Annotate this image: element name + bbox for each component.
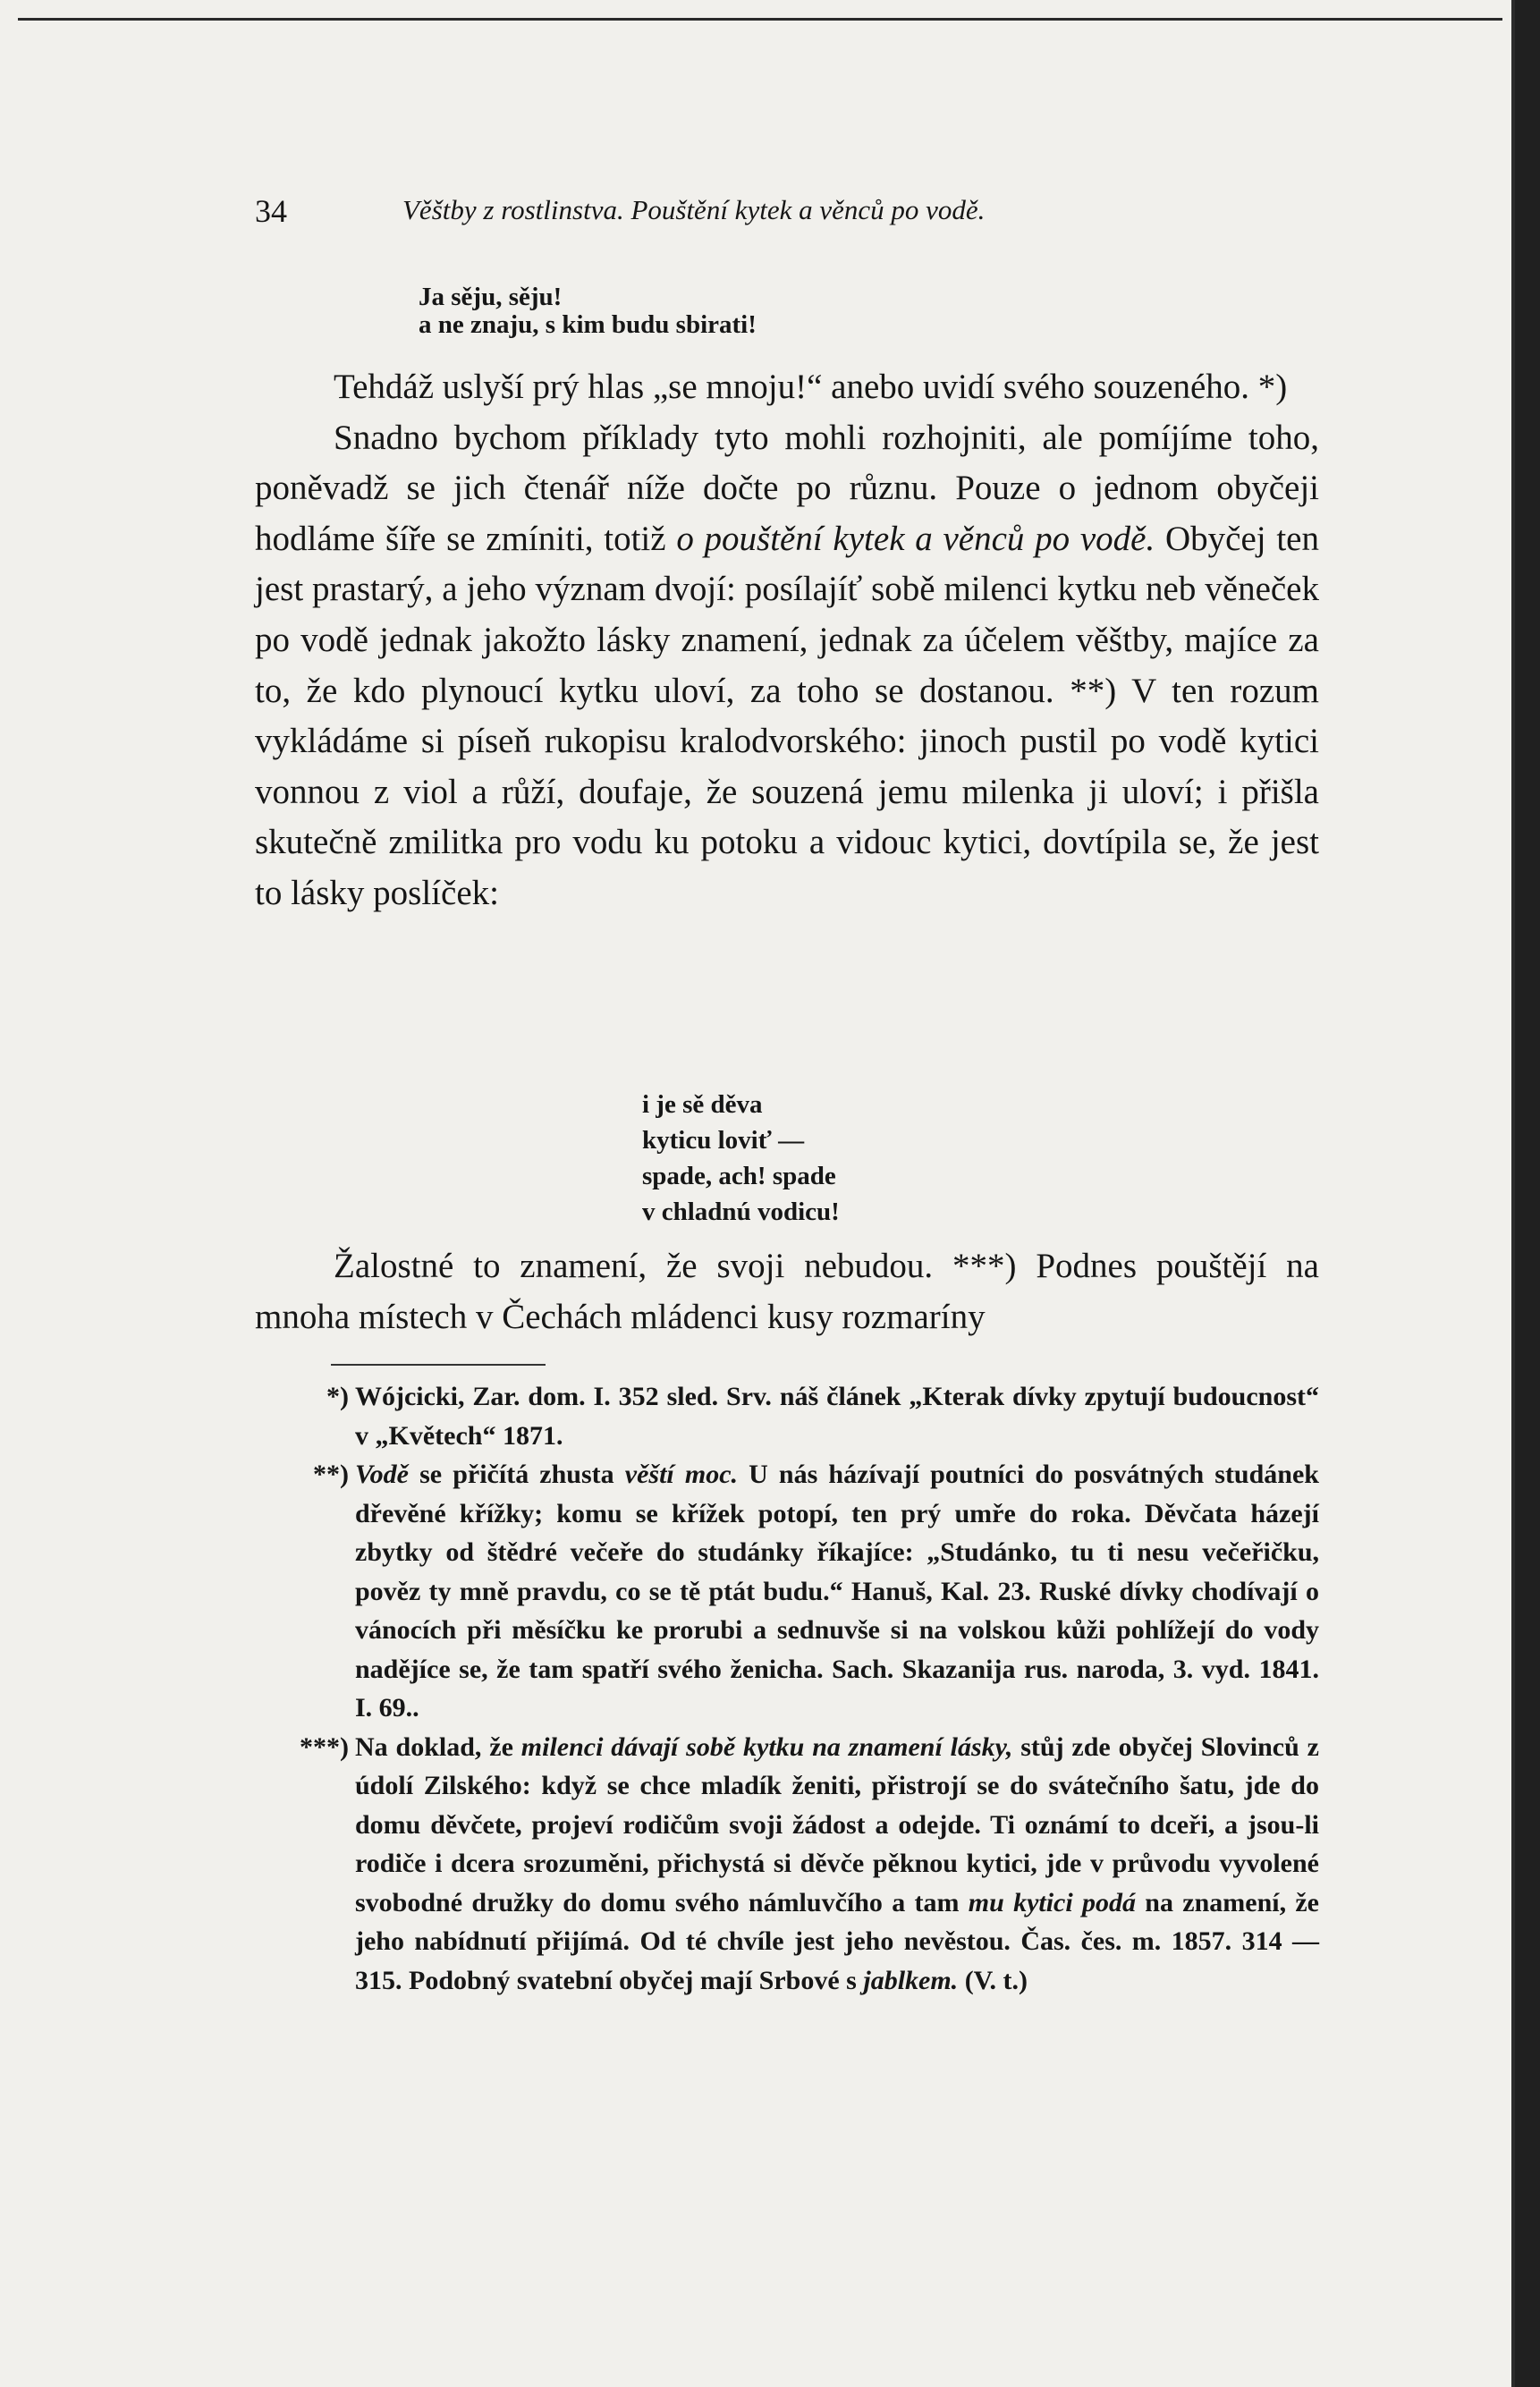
footnote-text: na znamení, že jeho nabídnutí přijímá. Od té chvíle jest jeho nevěstou. Čas. čes. m. 1857. 314 — 315. Podobný svatební obyčej mají Srbové s xyxy=(355,1887,1320,1995)
footnote-text: Wójcicki, Zar. dom. I. 352 sled. Srv. náš článek „Kterak dívky zpytují budoucnost“ v „Květech“ 1871. xyxy=(355,1382,1319,1451)
paragraph-text: Snadno bychom příklady tyto mohli rozhojniti, ale pomíjíme toho, poněvadž se jich čtenář níže dočte po různu. Pouze o jednom obyčeji hodláme šíře se zmíniti, totiž xyxy=(255,418,1319,558)
main-text-1 xyxy=(255,362,1319,919)
footnote-text: (V. t.) xyxy=(958,1965,1028,1995)
emphasis-text: o pouštění kytek a věnců po vodě. xyxy=(676,519,1155,558)
emphasis-text: Vodě xyxy=(355,1460,409,1489)
footnote-3 xyxy=(282,1728,1319,2001)
footnote-text: stůj zde obyčej Slovinců z údolí Zilského: když se chce mladík ženiti, přistrojí se do svátečního šatu, jde do domu děvčete, projeví rodičům svoji žádost a odejde. Ti oznámí to dceři, a jsou-li rodiče i dcera srozuměni, přichystá si děvče pěknou kytici, jde v průvodu vyvolené svobodné družky do domu svého námluvčího a tam xyxy=(355,1731,1319,1917)
footnote-1 xyxy=(282,1377,1319,1455)
verse-line: v chladnú vodicu! xyxy=(642,1198,840,1226)
footnote-separator xyxy=(331,1364,546,1366)
verse-line: spade, ach! spade xyxy=(642,1162,836,1190)
verse-quote-1 xyxy=(419,284,757,339)
footnote-mark: ***) xyxy=(300,1731,349,1762)
verse-line: i je sě děva xyxy=(642,1090,763,1119)
footnote-mark: *) xyxy=(326,1382,349,1411)
footnotes xyxy=(282,1377,1319,2000)
footnote-mark: **) xyxy=(313,1460,349,1489)
running-title: Věštby z rostlinstva. Pouštění kytek a věnců po vodě. xyxy=(402,194,986,225)
emphasis-text: věští moc. xyxy=(624,1460,739,1489)
footnote-text: se přičítá zhusta xyxy=(409,1460,625,1489)
footnote-2 xyxy=(282,1455,1319,1728)
scan-edge xyxy=(1515,0,1540,2387)
footnote-text: U nás házívají poutníci do posvátných studánek dřevěné křížky; komu se křížek potopí, ten prý umře do roka. Děvčata házejí zbytky od štědré večeře do studánky říkajíce: „Studánko, tu ti nesu večeřičku, pověz ty mně pravdu, co se tě ptát budu.“ Hanuš, Kal. 23. Ruské dívky chodívají o vánocích při měsíčku ke prorubi a sednuvše si na volskou kůži pohlížejí do vody nadějíce se, že tam spatří svého ženicha. Sach. Skazanija rus. naroda, 3. vyd. 1841. I. 69.. xyxy=(355,1460,1319,1723)
verse-line: kyticu loviť — xyxy=(642,1126,805,1155)
footnote-text: Na doklad, že xyxy=(355,1731,521,1762)
paragraph: Žalostné to znamení, že svoji nebudou. ***) Podnes pouštějí na mnoha místech v Čechách mládenci kusy rozmaríny xyxy=(255,1247,1319,1336)
paragraph-text: Obyčej ten jest prastarý, a jeho význam dvojí: posílajíť sobě milenci kytku neb věneček po vodě jednak jakožto lásky znamení, jednak za účelem věštby, majíce za to, že kdo plynoucí kytku uloví, za toho se dostanou. **) V ten rozum vykládáme si píseň rukopisu kralodvorského: jinoch pustil po vodě kytici vonnou z viol a růží, doufaje, že souzená jemu milenka ji uloví; i přišla skutečně zmilitka pro vodu ku potoku a vidouc kytici, dovtípila se, že jest to lásky poslíček: xyxy=(255,519,1319,912)
page-number: 34 xyxy=(255,193,287,229)
verse-quote-2 xyxy=(642,1087,840,1230)
paragraph: Tehdáž uslyší prý hlas „se mnoju!“ anebo uvidí svého souzeného. *) xyxy=(334,368,1288,406)
emphasis-text: mu kytici podá xyxy=(968,1887,1136,1917)
verse-line: Ja sěju, sěju! xyxy=(419,283,563,311)
paragraph xyxy=(255,413,1319,919)
emphasis-text: milenci dávají sobě kytku na znamení lásky, xyxy=(520,1731,1013,1762)
page-header xyxy=(255,192,1328,237)
emphasis-text: jablkem. xyxy=(863,1965,959,1995)
page-top-edge xyxy=(18,18,1502,21)
verse-line: a ne znaju, s kim budu sbirati! xyxy=(419,310,757,339)
main-text-2 xyxy=(255,1241,1319,1342)
